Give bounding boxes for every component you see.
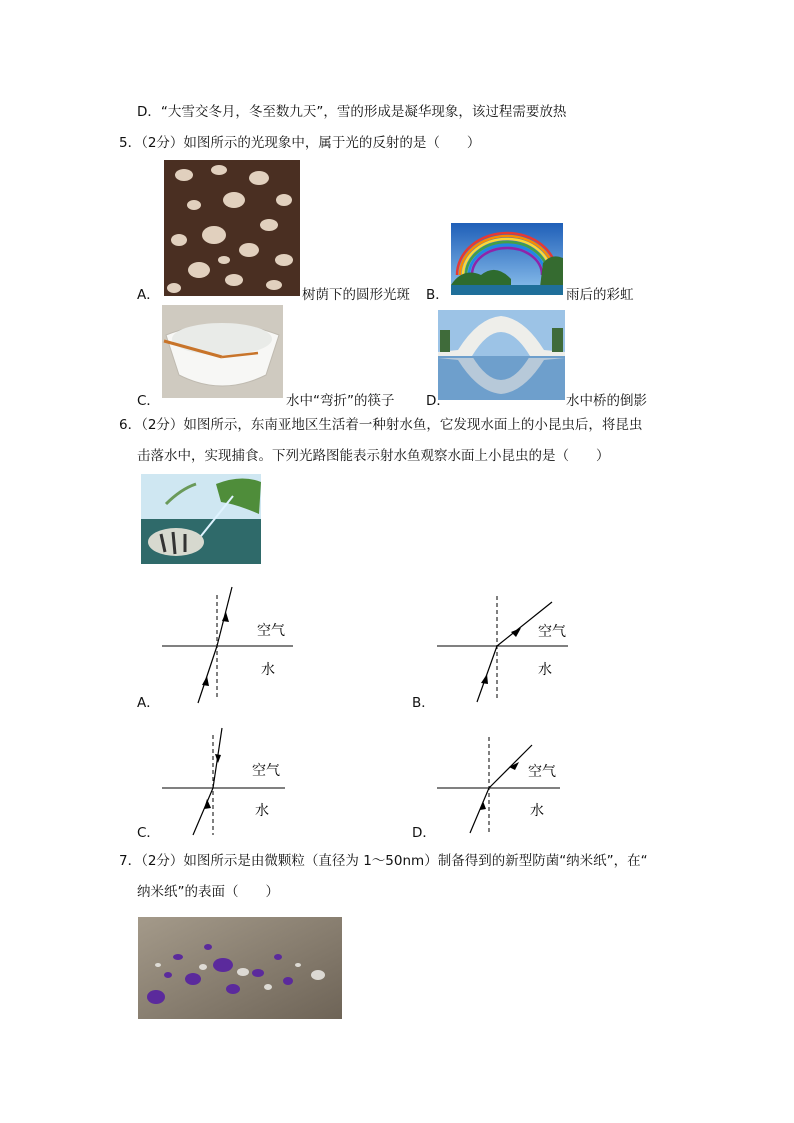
- q6-diagram-c-air-label: 空气: [252, 763, 280, 779]
- q5-image-b-rainbow: [451, 223, 563, 295]
- q7-stem-line2: 纳米纸”的表面（ ）: [137, 884, 279, 900]
- q5-stem: 5．（2分）如图所示的光现象中，属于光的反射的是（ ）: [119, 135, 481, 151]
- q6-diagram-a: [160, 585, 295, 710]
- q5-option-c-letter: C．: [137, 393, 160, 409]
- q5-option-b-text: 雨后的彩虹: [566, 287, 634, 303]
- q6-stem-line2: 击落水中，实现捕食。下列光路图能表示射水鱼观察水面上小昆虫的是（ ）: [137, 448, 610, 464]
- q6-diagram-b-water-label: 水: [538, 662, 552, 678]
- q5-image-d-bridge-reflection: [438, 310, 565, 400]
- q6-diagram-d-air-label: 空气: [528, 764, 556, 780]
- q5-option-a-letter: A．: [137, 287, 160, 303]
- q5-image-a-light-spots: [164, 160, 300, 296]
- q4-option-d: D．“大雪交冬月，冬至数九天”，雪的形成是凝华现象，该过程需要放热: [137, 104, 567, 120]
- q6-diagram-c: [160, 725, 295, 840]
- q6-stem-line1: 6．（2分）如图所示，东南亚地区生活着一种射水鱼，它发现水面上的小昆虫后，将昆虫: [119, 417, 643, 433]
- q5-option-c-text: 水中“弯折”的筷子: [286, 393, 395, 409]
- q6-image-archer-fish: [141, 474, 261, 564]
- q7-stem-line1: 7．（2分）如图所示是由微颗粒（直径为 1～50nm）制备得到的新型防菌“纳米纸”，在“: [119, 853, 648, 869]
- q5-option-d-text: 水中桥的倒影: [566, 393, 647, 409]
- q6-diagram-c-water-label: 水: [255, 803, 269, 819]
- q6-diagram-b: [435, 590, 570, 710]
- q6-option-d-letter: D．: [412, 825, 436, 841]
- q5-image-c-bent-chopsticks: [162, 305, 283, 398]
- q6-diagram-a-water-label: 水: [261, 662, 275, 678]
- q6-diagram-a-air-label: 空气: [257, 623, 285, 639]
- q6-diagram-d: [435, 735, 570, 840]
- q6-option-c-letter: C．: [137, 825, 160, 841]
- q6-option-b-letter: B．: [412, 695, 435, 711]
- q5-option-b-letter: B．: [426, 287, 449, 303]
- q6-diagram-b-air-label: 空气: [538, 624, 566, 640]
- q6-diagram-d-water-label: 水: [530, 803, 544, 819]
- q6-option-a-letter: A．: [137, 695, 160, 711]
- q7-image-nano-paper: [138, 917, 342, 1019]
- q5-option-d-letter: D．: [426, 393, 450, 409]
- q5-option-a-text: 树荫下的圆形光斑: [302, 287, 410, 303]
